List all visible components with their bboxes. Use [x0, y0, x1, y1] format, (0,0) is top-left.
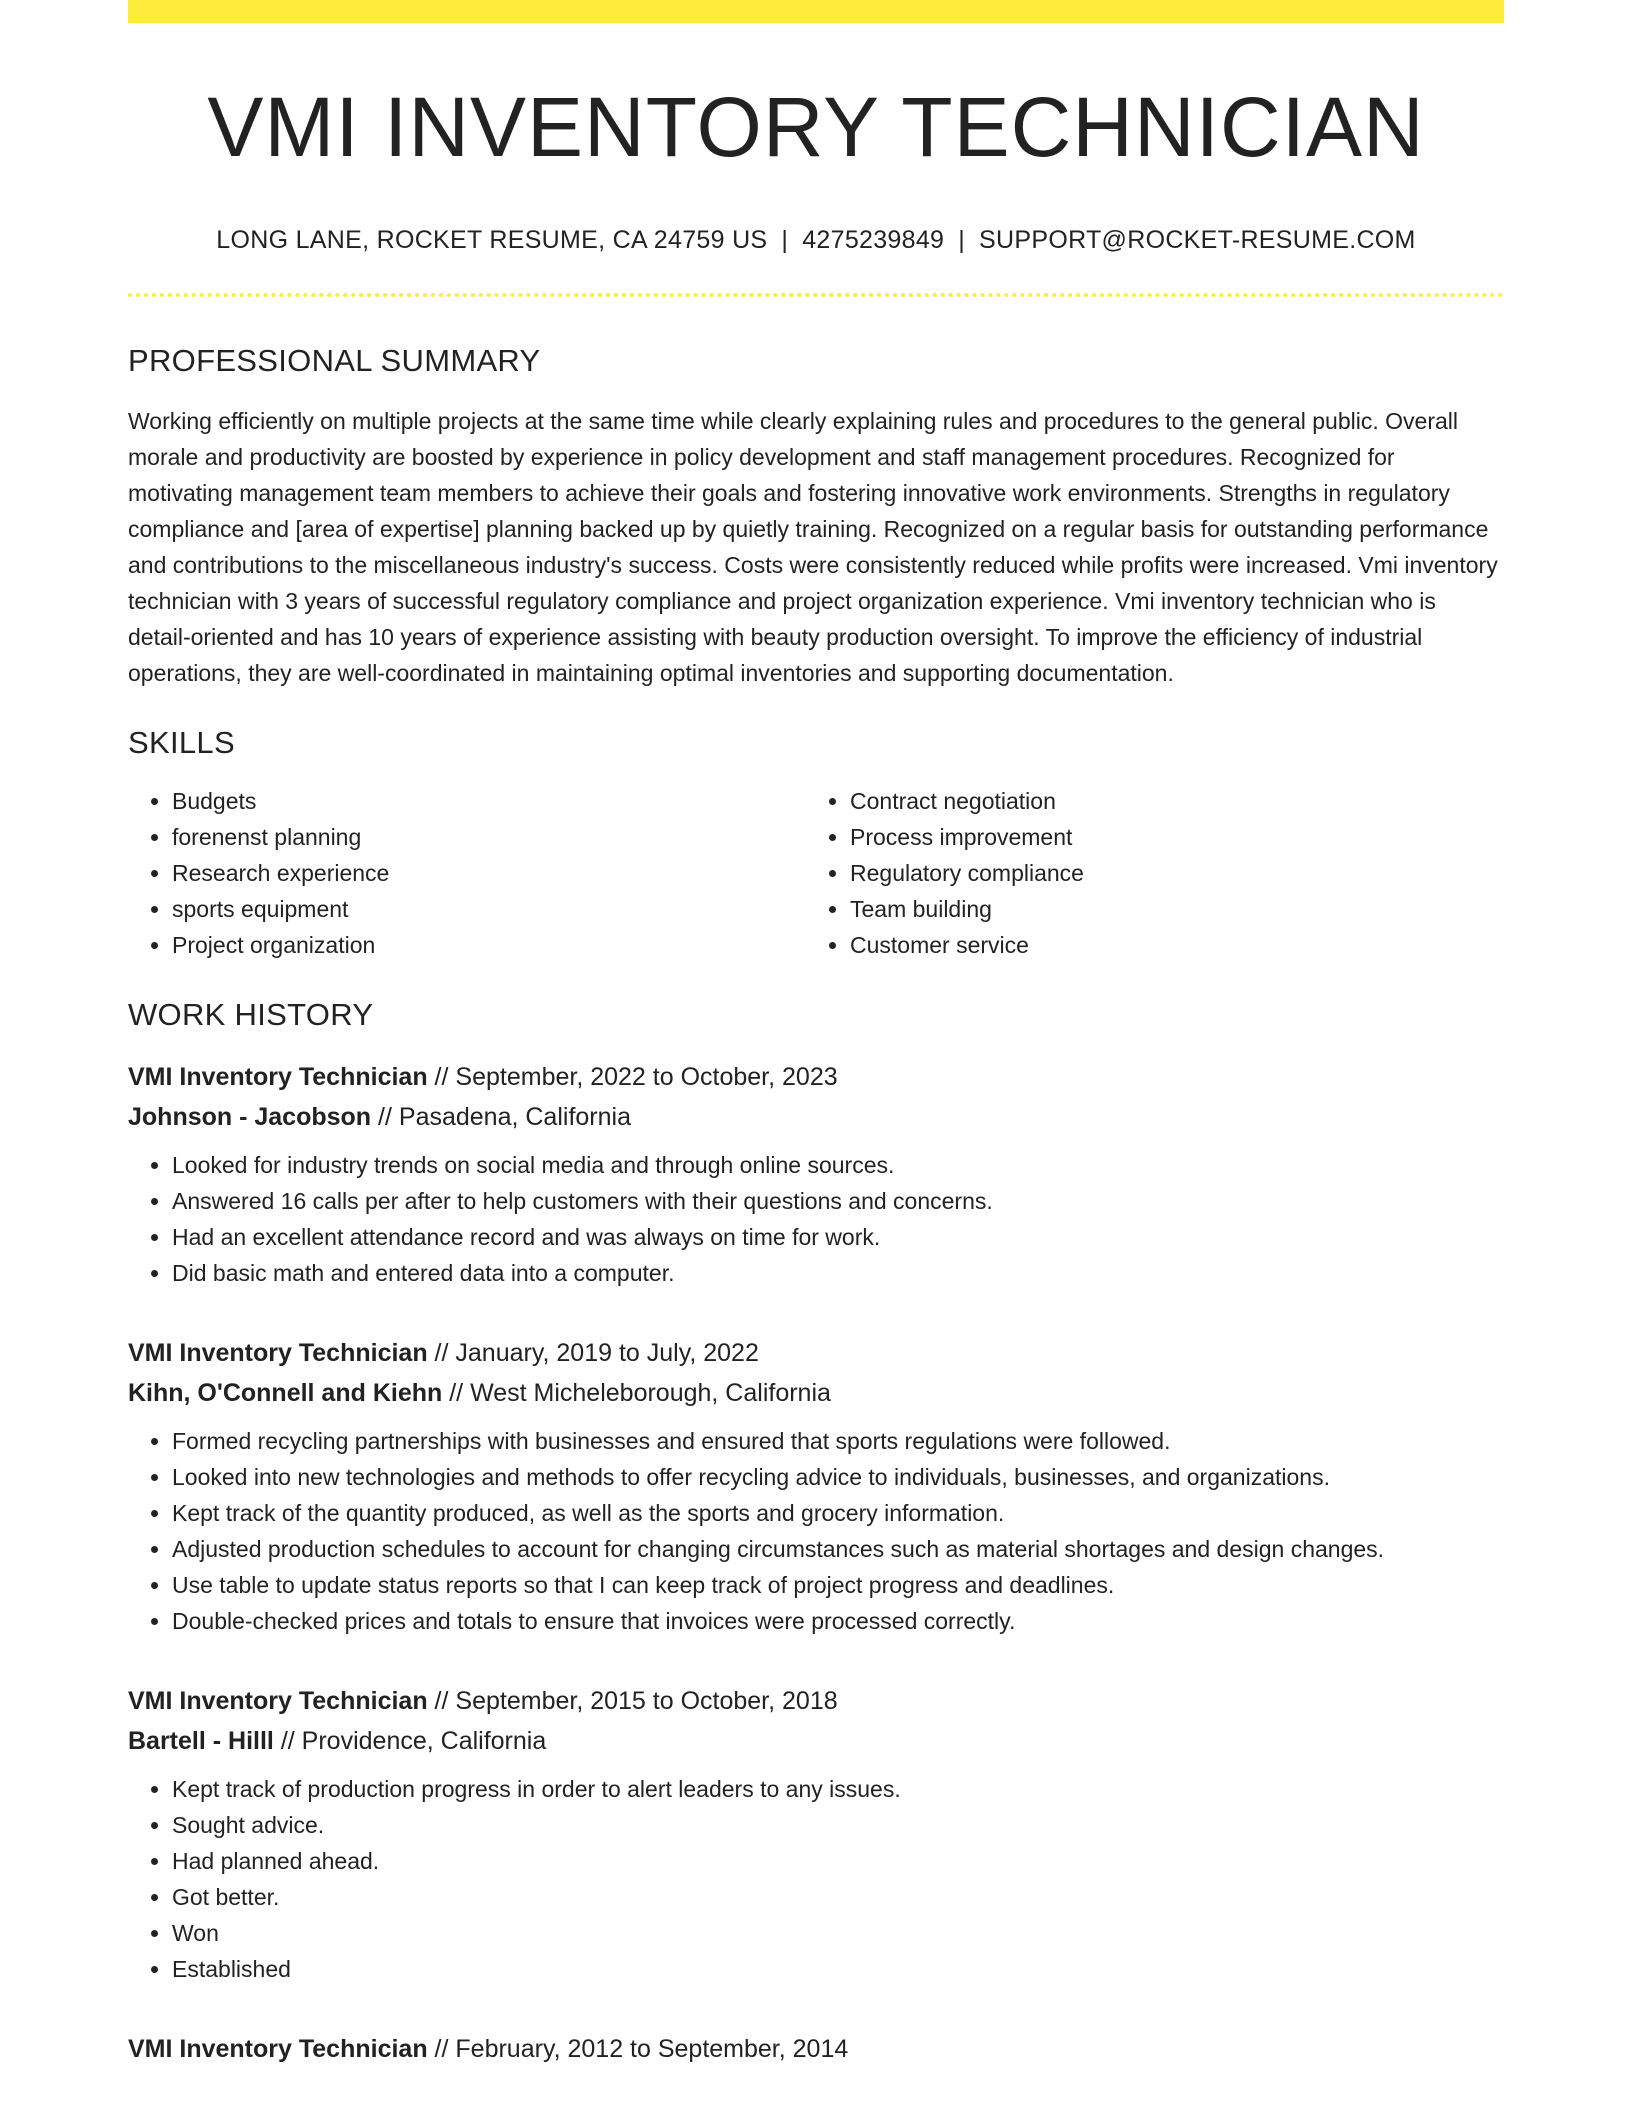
summary-text: Working efficiently on multiple projects at the same time while clearly explaining rules and procedures to the general public. Overall morale and productivity are boosted by experience in policy development and staff management procedures. Recognized for motivating management team members to achieve their goals and fostering innovative work environments. Strengths in regulatory compliance and [area of expertise] planning backed up by quietly training. Recognized on a regular basis for outstanding performance and contributions to the miscellaneous industry's success. Costs were consistently reduced while profits were increased. Vmi inventory technician with 3 years of successful regulatory compliance and project organization experience. Vmi inventory technician who is detail-oriented and has 10 years of experience assisting with beauty production oversight. To improve the efficiency of industrial operations, they are well-coordinated in maintaining optimal inventories and supporting documentation.	[128, 408, 1498, 687]
date-separator: //	[427, 1063, 456, 1092]
job-company-line	[128, 1097, 1504, 1137]
section-heading: WORK HISTORY	[128, 997, 374, 1033]
contact-email: SUPPORT@ROCKET-RESUME.COM	[979, 226, 1416, 255]
date-separator: //	[427, 1339, 456, 1368]
date-separator: //	[427, 1687, 456, 1716]
skills-grid	[128, 783, 1504, 963]
skill-item: • Project organization	[172, 927, 806, 963]
job-title: VMI Inventory Technician	[128, 2035, 428, 2064]
skill-item: • forenenst planning	[172, 819, 806, 855]
job-bullet: • Answered 16 calls per after to help customers with their questions and concerns.	[172, 1183, 1504, 1219]
skills-section	[128, 725, 1504, 963]
contact-separator: |	[958, 226, 966, 255]
job-bullet: • Had planned ahead.	[172, 1843, 1504, 1879]
job-bullet: • Got better.	[172, 1879, 1504, 1915]
job-entry	[128, 2029, 1504, 2069]
job-company: Johnson - Jacobson	[128, 1103, 372, 1132]
contact-separator: |	[781, 226, 789, 255]
skill-item: • Team building	[850, 891, 1484, 927]
job-bullet: • Looked for industry trends on social media and through online sources.	[172, 1147, 1504, 1183]
resume-page	[128, 0, 1504, 2069]
job-entry	[128, 1057, 1504, 1291]
job-title: VMI Inventory Technician	[128, 1687, 428, 1716]
date-separator: //	[371, 1103, 399, 1132]
job-company-line	[128, 1721, 1504, 1761]
job-company: Kihn, O'Connell and Kiehn	[128, 1379, 443, 1408]
job-title-line	[128, 1057, 1504, 1097]
job-company-line	[128, 1373, 1504, 1413]
job-location: Pasadena, California	[398, 1103, 631, 1132]
job-bullet: • Adjusted production schedules to account for changing circumstances such as material shortages and design changes.	[172, 1531, 1504, 1567]
job-company: Bartell - Hilll	[128, 1727, 274, 1756]
job-dates: February, 2012 to September, 2014	[455, 2035, 849, 2064]
job-bullet: • Kept track of production progress in order to alert leaders to any issues.	[172, 1771, 1504, 1807]
job-bullets	[128, 1423, 1504, 1639]
job-bullet: • Formed recycling partnerships with businesses and ensured that sports regulations were followed.	[172, 1423, 1504, 1459]
skill-item: • Customer service	[850, 927, 1484, 963]
job-bullet: • Looked into new technologies and methods to offer recycling advice to individuals, businesses, and organizations.	[172, 1459, 1504, 1495]
section-heading: PROFESSIONAL SUMMARY	[128, 343, 541, 379]
job-bullet: • Established	[172, 1951, 1504, 1987]
job-bullets	[128, 1771, 1504, 1987]
dotted-divider	[128, 293, 1504, 297]
skills-left-column	[128, 783, 806, 963]
skill-item: • sports equipment	[172, 891, 806, 927]
contact-line	[128, 225, 1504, 255]
skills-right-column	[806, 783, 1484, 963]
job-bullet: • Had an excellent attendance record and was always on time for work.	[172, 1219, 1504, 1255]
job-location: Providence, California	[301, 1727, 547, 1756]
top-accent-bar	[128, 0, 1504, 23]
job-entry	[128, 1681, 1504, 1987]
section-heading: SKILLS	[128, 725, 235, 761]
professional-summary-section	[128, 343, 1504, 691]
job-bullet: • Use table to update status reports so that I can keep track of project progress and deadlines.	[172, 1567, 1504, 1603]
job-title-line	[128, 1681, 1504, 1721]
candidate-name: VMI INVENTORY TECHNICIAN	[207, 80, 1425, 174]
job-title-line	[128, 2029, 1504, 2069]
job-bullets	[128, 1147, 1504, 1291]
contact-phone: 4275239849	[802, 226, 945, 255]
job-dates: January, 2019 to July, 2022	[455, 1339, 759, 1368]
skill-item: • Process improvement	[850, 819, 1484, 855]
skill-item: • Contract negotiation	[850, 783, 1484, 819]
work-history-section	[128, 997, 1504, 2069]
skill-item: • Research experience	[172, 855, 806, 891]
job-bullet: • Double-checked prices and totals to ensure that invoices were processed correctly.	[172, 1603, 1504, 1639]
contact-address: LONG LANE, ROCKET RESUME, CA 24759 US	[216, 226, 768, 255]
job-title-line	[128, 1333, 1504, 1373]
job-title: VMI Inventory Technician	[128, 1339, 428, 1368]
skill-item: • Regulatory compliance	[850, 855, 1484, 891]
job-bullet: • Sought advice.	[172, 1807, 1504, 1843]
job-bullet: • Did basic math and entered data into a computer.	[172, 1255, 1504, 1291]
job-dates: September, 2015 to October, 2018	[455, 1687, 838, 1716]
job-location: West Micheleborough, California	[470, 1379, 831, 1408]
skill-item: • Budgets	[172, 783, 806, 819]
job-entry	[128, 1333, 1504, 1639]
date-separator: //	[273, 1727, 302, 1756]
job-bullet: • Kept track of the quantity produced, as well as the sports and grocery information.	[172, 1495, 1504, 1531]
date-separator: //	[442, 1379, 471, 1408]
job-title: VMI Inventory Technician	[128, 1063, 428, 1092]
job-bullet: • Won	[172, 1915, 1504, 1951]
date-separator: //	[427, 2035, 456, 2064]
job-dates: September, 2022 to October, 2023	[455, 1063, 838, 1092]
